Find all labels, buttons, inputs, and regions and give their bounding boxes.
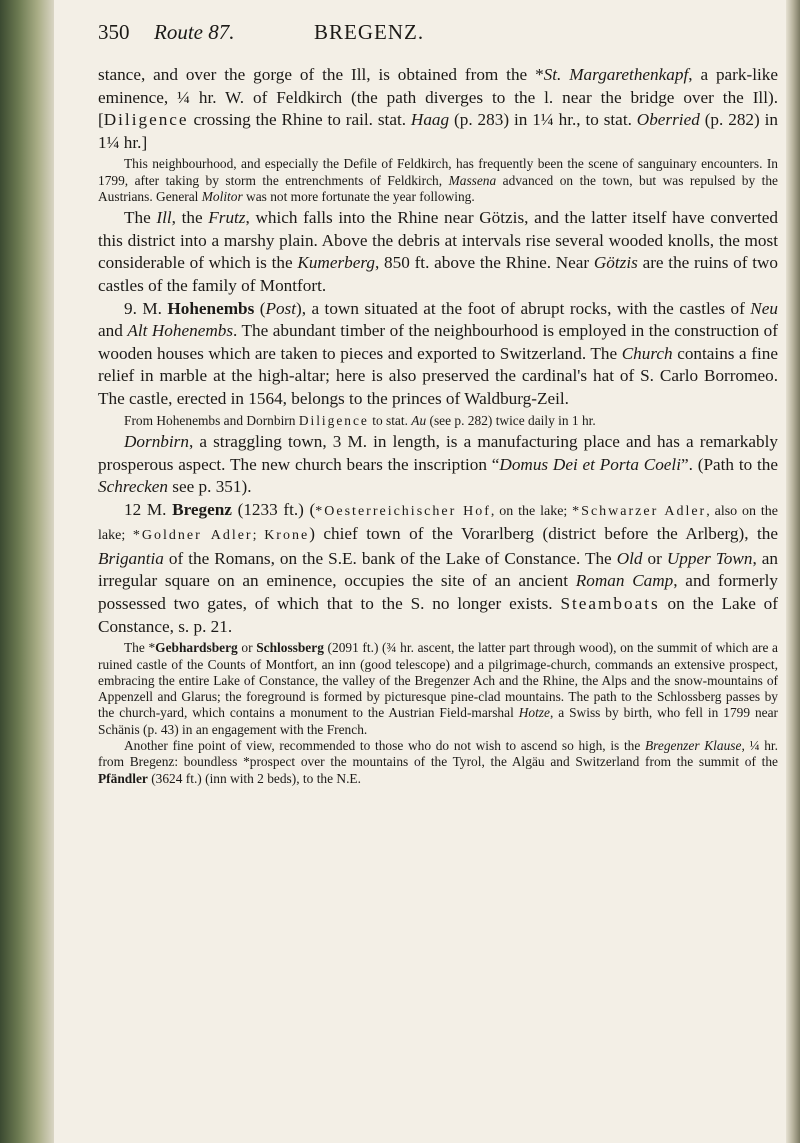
book-binding-left [0, 0, 54, 1143]
text-run: of the Romans, on the S.E. bank of the Lake of Constance. The [163, 548, 617, 568]
text-run: , a straggling town, 3 M. in length, is a manufacturing place and has a remarkably prosperous aspect. The new church bears the inscription “ [98, 431, 778, 474]
text-run: Götzis [593, 253, 638, 273]
text-run: crossing the Rhine to rail. stat. [188, 110, 411, 130]
text-run: on the Lake of Constance, s. p. 21. [98, 594, 779, 636]
text-run: ”. (Path to the [680, 454, 779, 474]
text-run: (3624 ft.) (inn with 2 beds), to the N.E. [147, 770, 361, 786]
text-run: (see p. 282) twice daily in 1 hr. [426, 412, 596, 428]
paragraph-note [98, 640, 778, 738]
text-run: This neighbourhood, and especially the Defile of Feldkirch, has frequently been the scene of sanguinary encounters. In 1799, after taking by storm the entrenchments of Feldkirch, [98, 156, 778, 188]
paragraph-note [98, 738, 778, 787]
paragraph-note [98, 156, 778, 205]
paragraph [98, 207, 778, 297]
text-run: *Goldner Adler [132, 528, 253, 544]
running-head [98, 20, 778, 48]
text-run: 9. M. [124, 298, 168, 318]
text-run: Schlossberg [256, 640, 324, 656]
text-run: , on the lake; [490, 503, 573, 519]
text-run: , an irregular square on an eminence, occupies the site of an ancient [98, 548, 778, 591]
place-heading: BREGENZ. [314, 20, 425, 44]
text-run: The [124, 208, 157, 228]
paragraph [98, 64, 778, 154]
text-run: stance, and over the gorge of the Ill, is obtained from the * [98, 65, 544, 84]
text-run: , 850 ft. above the Rhine. Near [375, 253, 594, 273]
text-run: St. Margarethenkapf [543, 65, 689, 84]
text-run: Diligence [103, 110, 189, 130]
text-run: Kumerberg [297, 253, 376, 273]
text-run: Bregenz [172, 499, 232, 519]
text-run: 12 M. [124, 499, 173, 519]
text-run: to stat. [368, 412, 412, 428]
text-run: or [642, 548, 667, 568]
text-run: (p. 283) in 1¼ hr., to stat. [449, 110, 637, 130]
text-run: advanced on the town, but was repulsed by the Austrians. General [98, 172, 778, 204]
text-run: Diligence [298, 412, 369, 428]
text-run: Haag [410, 110, 450, 130]
text-run: (1233 ft.) ( [231, 499, 316, 519]
text-run: Gebhardsberg [155, 640, 238, 656]
text-run: ; [252, 528, 265, 544]
text-run: Neu [750, 298, 778, 318]
text-run: Oberried [636, 110, 700, 130]
text-run: Another fine point of view, recommended to those who do not wish to ascend so high, is the [124, 738, 645, 754]
text-run: Massena [448, 172, 497, 188]
text-run: Alt Hohenembs [127, 321, 234, 341]
text-run: Hohenembs [167, 298, 255, 318]
text-run: Dornbirn [124, 431, 189, 451]
book-page [98, 20, 778, 787]
paragraph-note [98, 413, 778, 429]
text-run: are the ruins of two castles of the family of Montfort. [98, 253, 779, 296]
text-run: Post [265, 298, 297, 318]
book-binding-right [786, 0, 800, 1143]
text-run: Au [411, 412, 427, 428]
text-run: Pfändler [98, 770, 148, 786]
route-label: Route 87. [154, 20, 235, 44]
text-run: , and formerly possessed two gates, of which that to the S. no longer exists. [98, 571, 778, 614]
text-run: and [98, 321, 128, 341]
text-run: , a Swiss by birth, who fell in 1799 near Schänis (p. 43) in an engagement with the French. [98, 705, 778, 737]
text-run: From Hohenembs and Dornbirn [124, 412, 299, 428]
text-run: (p. 282) in 1¼ hr.] [98, 110, 778, 152]
text-run: ( [254, 298, 266, 318]
text-run: ) chief town of the Vorarlberg (district before the Arlberg), the [309, 524, 778, 544]
text-run: , also on the lake; [98, 503, 779, 544]
text-run: , the [171, 208, 209, 228]
text-run: Bregenzer Klause [645, 738, 742, 754]
text-run: contains a fine relief in marble at the high-altar; here is also preserved the cardinal's hat of S. Carlo Borromeo. The castle, erected in 1564, belongs to the princes of Waldburg-Zeil. [98, 343, 778, 409]
text-run: Roman Camp [575, 571, 674, 591]
text-run: *Schwarzer Adler [572, 503, 707, 519]
text-run: or [237, 640, 257, 656]
text-run: Molitor [201, 188, 243, 204]
text-run: Upper Town [666, 548, 753, 568]
text-run: Old [616, 548, 643, 568]
text-run: see p. 351). [167, 477, 252, 497]
paragraph [98, 431, 778, 499]
text-run: Krone [264, 528, 310, 544]
text-run: , which falls into the Rhine near Götzis, and the latter itself have converted this district into a marshy plain. Above the debris at intervals rise several wooded knolls, the most considerable of which is the [98, 208, 778, 273]
text-run: Domus Dei et Porta Coeli [499, 454, 681, 474]
text-run: Steamboats [560, 594, 660, 614]
text-run: The * [124, 640, 156, 656]
text-run: Hotze [518, 705, 550, 721]
text-run: Frutz [208, 208, 246, 228]
text-run: Ill [156, 208, 172, 228]
paragraph [98, 499, 778, 639]
text-run: (2091 ft.) (¾ hr. ascent, the latter part through wood), on the summit of which are a ruined castle of the Counts of Montfort, an inn (good telescope) and a pilgrimage-church, commands an extensive prospect, embracing the entire Lake of Constance, the valley of the Bregenzer Ach and the Rhine, the Alps and the snow-mountains of Appenzell and Glarus; the foreground is formed by picturesque pine-clad mountains. The path to the Schlossberg passes by the church-yard, which contains a monument to the Austrian Field-marshal [98, 640, 778, 721]
text-run: Schrecken [98, 477, 168, 497]
text-run: Church [621, 343, 673, 363]
text-run: ), a town situated at the foot of abrupt rocks, with the castles of [296, 298, 751, 318]
text-run: , a park-like eminence, ¼ hr. W. of Feldkirch (the path diverges to the l. near the bridge over the Ill). [ [98, 65, 778, 130]
text-run: . The abundant timber of the neighbourhood is employed in the construction of wooden houses which are taken to pieces and exported to Switzerland. The [98, 321, 778, 363]
text-run: Brigantia [98, 548, 164, 568]
page-number: 350 [98, 20, 130, 44]
text-run: *Oesterreichischer Hof [315, 503, 491, 519]
paragraph [98, 298, 778, 411]
text-run: was not more fortunate the year following. [242, 188, 475, 204]
text-run: , ¼ hr. from Bregenz: boundless *prospect over the mountains of the Tyrol, the Algäu and Switzerland from the summit of the [98, 738, 778, 770]
